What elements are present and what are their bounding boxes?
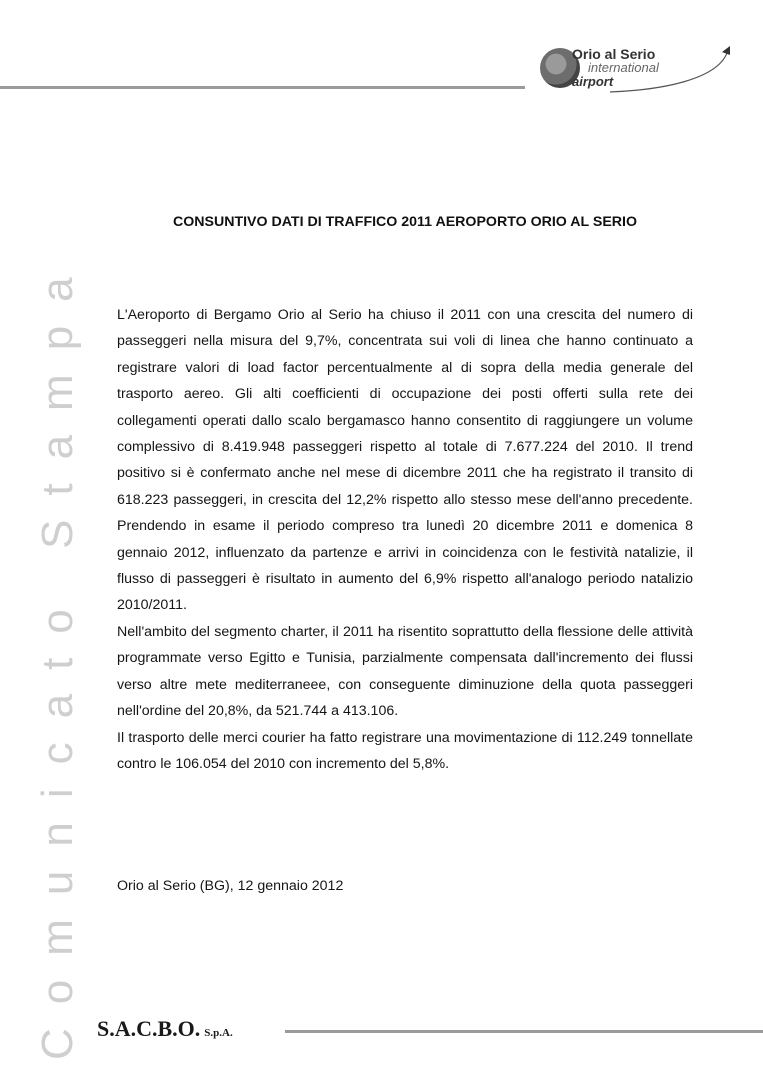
paragraph: Nell'ambito del segmento charter, il 2011 ha risentito soprattutto della flessione delle attività programmate verso Egitto e Tunisia, parzialmente compensata dall'incremento dei flussi verso altre mete mediterraneee, con conseguente diminuzione della quota passeggeri nell'ordine del 20,8%, da 521.744 a 413.106.: [117, 623, 693, 720]
paragraph: Il trasporto delle merci courier ha fatto registrare una movimentazione di 112.249 tonnellate contro le 106.054 del 2010 con incremento del 5,8%.: [117, 729, 693, 772]
body-text: [117, 302, 693, 777]
logo-line2: international: [588, 60, 659, 75]
sidebar-vertical-word: Comunicato Stampa: [33, 253, 82, 1060]
dateline: Orio al Serio (BG), 12 gennaio 2012: [117, 878, 344, 894]
logo-line1: Orio al Serio: [572, 46, 656, 62]
company-name: S.A.C.B.O.: [97, 1016, 201, 1041]
paragraph: L'Aeroporto di Bergamo Orio al Serio ha chiuso il 2011 con una crescita del numero di passeggeri nella misura del 9,7%, concentrata sui voli di linea che hanno continuato a registrare valori di load factor percentualmente al di sopra della media generale del trasporto aereo. Gli alti coefficienti di occupazione dei posti offerti sulla rete dei collegamenti operati dallo scalo bergamasco hanno consentito di raggiungere un volume complessivo di 8.419.948 passeggeri rispetto al totale di 7.677.224 del 2010. Il trend positivo si è confermato anche nel mese di dicembre 2011 che ha registrato il transito di 618.223 passeggeri, in crescita del 12,2% rispetto allo stesso mese dell'anno precedente. Prendendo in esame il periodo compreso tra lunedì 20 dicembre 2011 e domenica 8 gennaio 2012, influenzato da partenze e arrivi in coincidenza con le festività natalizie, il flusso di passeggeri è risultato in aumento del 6,9% rispetto all'analogo periodo natalizio 2010/2011.: [117, 307, 693, 614]
top-rule: [0, 86, 525, 89]
airport-logo: [540, 40, 740, 110]
company-suffix: S.p.A.: [204, 1027, 233, 1039]
bottom-rule: [285, 1030, 763, 1033]
company-logo: [97, 1016, 233, 1042]
logo-line3: airport: [572, 74, 614, 89]
document-title: CONSUNTIVO DATI DI TRAFFICO 2011 AEROPORTO ORIO AL SERIO: [172, 214, 638, 230]
